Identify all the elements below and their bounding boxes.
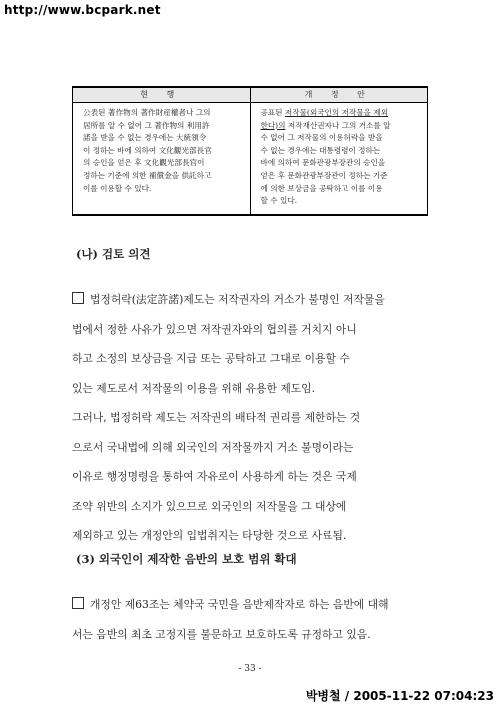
current-line: 이 정하는 바에 의하여 文化觀光部長官 xyxy=(83,145,212,155)
review-paragraph-2 xyxy=(72,403,437,551)
current-line: 정하는 기준에 의한 補償金을 供託하고 xyxy=(83,170,212,180)
site-watermark: http://www.bcpark.net xyxy=(4,3,161,17)
header-proposed: 개 정 안 xyxy=(250,87,428,103)
paragraph-line: 서는 음반의 최초 고정지를 불문하고 보호하도록 규정하고 있음. xyxy=(72,627,371,641)
proposed-line: 수 없어 그 저작물의 이용허락을 받을 xyxy=(260,133,383,143)
underlined-amendment: 한다)의 xyxy=(260,120,286,130)
proposed-line: 한다)의 저작재산권자나 그의 거소를 알 xyxy=(260,120,391,130)
proposed-text-cell xyxy=(250,103,428,215)
paragraph-line: 법에서 정한 사유가 있으면 저작권자와의 협의를 거치지 아니 xyxy=(72,322,357,336)
section-heading-review: (나) 검토 의견 xyxy=(76,247,151,261)
proposed-line: 얻은 후 문화관광부장관이 정하는 기준 xyxy=(260,170,388,180)
paragraph-line: 조약 위반의 소지가 있으므로 외국인의 저작물을 그 대상에 xyxy=(72,499,347,513)
phonogram-paragraph xyxy=(72,590,437,649)
current-line: 諾을 받을 수 없는 경우에는 大統領令 xyxy=(83,133,207,143)
section-heading-phonogram: (3) 외국인이 제작한 음반의 보호 범위 확대 xyxy=(76,552,297,566)
paragraph-line: 제외하고 있는 개정안의 입법취지는 타당한 것으로 사료됨. xyxy=(72,529,347,542)
page-number: - 33 - xyxy=(238,664,262,674)
paragraph-line: 법정허락(法定許諾)제도는 저작권자의 거소가 불명인 저작물을 xyxy=(72,285,437,315)
paragraph-line: 있는 제도로서 저작물의 이용을 위해 유용한 제도임. xyxy=(72,381,316,395)
proposed-line: 바에 의하여 문화관광부장관의 승인을 xyxy=(260,158,386,168)
current-line: 의 승인을 얻은 후 文化觀光部長官이 xyxy=(83,158,205,168)
proposed-line: 공표된 저작물(외국인의 저작물을 제외 xyxy=(260,108,389,117)
current-line: 公表된 著作物의 著作財産權者나 그의 xyxy=(83,108,211,117)
checkbox-bullet-icon xyxy=(72,597,84,609)
review-paragraph-1 xyxy=(72,285,437,403)
underlined-amendment: 저작물(외국인의 저작물을 제외 xyxy=(284,108,389,117)
checkbox-bullet-icon xyxy=(72,292,84,304)
current-line: 居所를 알 수 없어 그 著作物의 利用許 xyxy=(83,120,210,130)
current-line: 이를 이용할 수 있다. xyxy=(83,183,152,193)
paragraph-line: 그러나, 법정허락 제도는 저작권의 배타적 권리를 제한하는 것 xyxy=(72,411,361,424)
comparison-table xyxy=(72,86,428,216)
current-text-cell xyxy=(73,103,251,215)
proposed-line: 수 없는 경우에는 대통령령이 정하는 xyxy=(260,145,381,155)
proposed-line: 에 의한 보상금을 공탁하고 이를 이용 xyxy=(260,183,383,193)
author-timestamp-stamp: 박병철 / 2005-11-22 07:04:23 xyxy=(305,689,494,703)
header-current: 현 행 xyxy=(73,87,251,103)
paragraph-line: 개정안 제63조는 체약국 국민을 음반제작자로 하는 음반에 대해 xyxy=(72,590,437,620)
paragraph-line: 으로서 국내법에 의해 외국인의 저작물까지 거소 불명이라는 xyxy=(72,440,354,454)
paragraph-line: 하고 소정의 보상금을 지급 또는 공탁하고 그대로 이용할 수 xyxy=(72,352,350,365)
paragraph-line: 이유로 행정명령을 통하여 자유로이 사용하게 하는 것은 국제 xyxy=(72,470,357,483)
proposed-line: 할 수 있다. xyxy=(260,196,298,206)
